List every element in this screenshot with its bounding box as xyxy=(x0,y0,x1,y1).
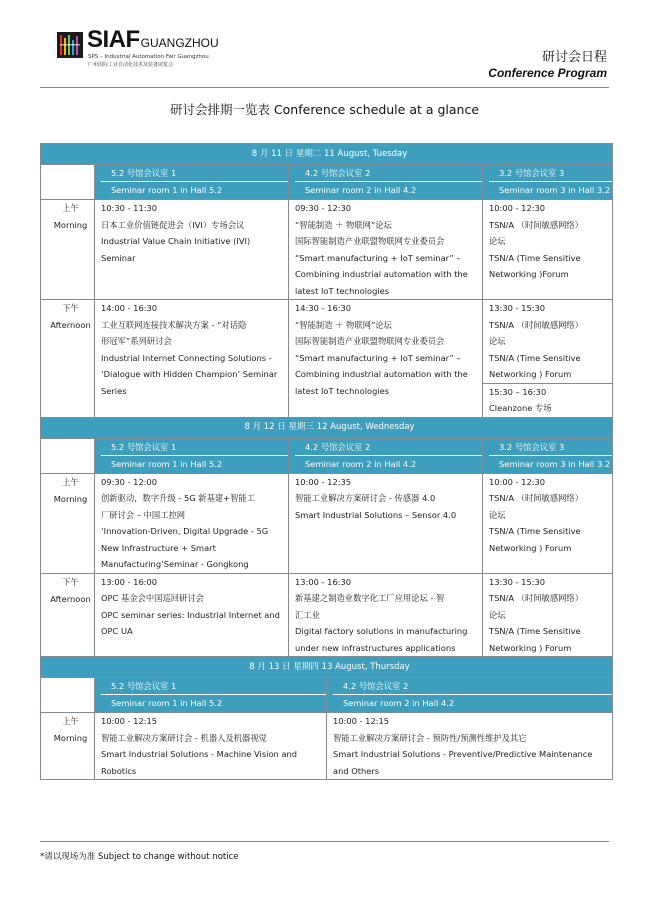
session-cell: 13:30 - 15:30 TSN/A （时间敏感网络） 论坛 TSN/A (Time Sensitive Networking ) Forum 15:30 – 16:30 Cleanzone 专场 xyxy=(483,300,613,418)
time-of-day: 上午 Morning xyxy=(41,200,95,300)
session-row xyxy=(41,713,613,780)
day-header xyxy=(41,657,613,678)
logo-subtitle-cn: 广州国际工业自动化技术及装备展览会 xyxy=(88,62,174,68)
session-cell: 13:00 - 16:30 新基建之制造业数字化工厂应用论坛 - 智 汇工业 Digital factory solutions in manufacturing under new infrastructures applications xyxy=(289,573,483,657)
session-row xyxy=(41,300,613,418)
time-of-day: 下午 Afternoon xyxy=(41,573,95,657)
footer-divider xyxy=(40,841,609,842)
session-row xyxy=(41,473,613,573)
day-date: 8 月 13 日 星期四 13 August, Thursday xyxy=(41,657,613,678)
session-cell: 10:00 - 12:30 TSN/A （时间敏感网络） 论坛 TSN/A (Time Sensitive Networking )Forum xyxy=(483,200,613,300)
time-of-day: 上午 Morning xyxy=(41,473,95,573)
rooms-row xyxy=(41,678,613,713)
logo-text: SIAFGUANGZHOU xyxy=(87,26,219,53)
room-header: 5.2 号馆会议室 1 Seminar room 1 in Hall 5.2 xyxy=(95,438,289,473)
room-header: 3.2 号馆会议室 3 Seminar room 3 in Hall 3.2 xyxy=(483,438,613,473)
session-cell: 10:00 - 12:30 TSN/A （时间敏感网络） 论坛 TSN/A (Time Sensitive Networking ) Forum xyxy=(483,473,613,573)
session-cell: 13:00 - 16:00 OPC 基金会中国巡回研讨会 OPC seminar series: Industrial Internet and OPC UA xyxy=(95,573,289,657)
day-header xyxy=(41,144,613,165)
session-cell: 10:00 - 12:15 智能工业解决方案研讨会 - 预防性/预测性维护及其它 Smart Industrial Solutions - Preventive/Predictive Maintenance and Others xyxy=(327,713,613,780)
header-divider xyxy=(40,87,609,88)
day-date: 8 月 11 日 星期二 11 August, Tuesday xyxy=(41,144,613,165)
rooms-row xyxy=(41,165,613,200)
session-cell: 09:30 - 12:30 “智能制造 ＋ 物联网”论坛 国际智能制造产业联盟物联网专业委员会 “Smart manufacturing + IoT seminar” – Combining industrial automation with the latest IoT technologies xyxy=(289,200,483,300)
time-of-day: 下午 Afternoon xyxy=(41,300,95,418)
session-cell: 10:00 - 12:35 智能工业解决方案研讨会 - 传感器 4.0 Smart Industrial Solutions – Sensor 4.0 xyxy=(289,473,483,573)
session-cell: 14:30 - 16:30 “智能制造 ＋ 物联网”论坛 国际智能制造产业联盟物联网专业委员会 “Smart manufacturing + IoT seminar” – Combining industrial automation with the latest IoT technologies xyxy=(289,300,483,418)
room-header: 5.2 号馆会议室 1 Seminar room 1 in Hall 5.2 xyxy=(95,165,289,200)
page-title: 研讨会排期一览表 Conference schedule at a glance xyxy=(169,102,480,117)
program-title-en: Conference Program xyxy=(488,66,607,80)
footnote: *请以现场为准 Subject to change without notice xyxy=(40,852,239,862)
session-cell: 09:30 - 12:00 创新驱动，数字升级 - 5G 新基建+智能工 厂研讨会 – 中国工控网 ‘Innovation-Driven, Digital Upgrade - 5G New Infrastructure + Smart Manufacturing’Seminar - Gongkong xyxy=(95,473,289,573)
room-header: 5.2 号馆会议室 1 Seminar room 1 in Hall 5.2 xyxy=(95,678,327,713)
time-of-day: 上午 Morning xyxy=(41,713,95,780)
session-cell: 10:00 - 12:15 智能工业解决方案研讨会 - 机器人及机器视觉 Smart Industrial Solutions - Machine Vision and Robotics xyxy=(95,713,327,780)
rooms-row xyxy=(41,438,613,473)
day-date: 8 月 12 日 星期三 12 August, Wednesday xyxy=(41,417,613,438)
session-cell: 14:00 - 16:30 工业互联网连接技术解决方案 - “对话隐 形冠军”系列研讨会 Industrial Internet Connecting Solutions - ‘Dialogue with Hidden Champion’ Seminar Series xyxy=(95,300,289,418)
session-cell: 13:30 - 15:30 TSN/A （时间敏感网络） 论坛 TSN/A (Time Sensitive Networking ) Forum xyxy=(483,573,613,657)
session-cell: 10:30 - 11:30 日本工业价值链促进会（IVI）专场会议 Industrial Value Chain Initiative (IVI) Seminar xyxy=(95,200,289,300)
room-header: 4.2 号馆会议室 2 Seminar room 2 in Hall 4.2 xyxy=(327,678,613,713)
room-header: 4.2 号馆会议室 2 Seminar room 2 in Hall 4.2 xyxy=(289,438,483,473)
siaf-logo xyxy=(57,26,219,68)
room-header: 4.2 号馆会议室 2 Seminar room 2 in Hall 4.2 xyxy=(289,165,483,200)
siaf-logo-mark-icon xyxy=(57,30,83,60)
logo-subtitle-en: SPS – Industrial Automation Fair Guangzhou xyxy=(88,54,209,60)
room-header: 3.2 号馆会议室 3 Seminar room 3 in Hall 3.2 xyxy=(483,165,613,200)
sub-session: 15:30 – 16:30 Cleanzone 专场 xyxy=(483,383,612,417)
day-header xyxy=(41,417,613,438)
session-row xyxy=(41,200,613,300)
session-row xyxy=(41,573,613,657)
program-title-cn: 研讨会日程 xyxy=(541,50,607,65)
schedule-table xyxy=(40,143,613,780)
